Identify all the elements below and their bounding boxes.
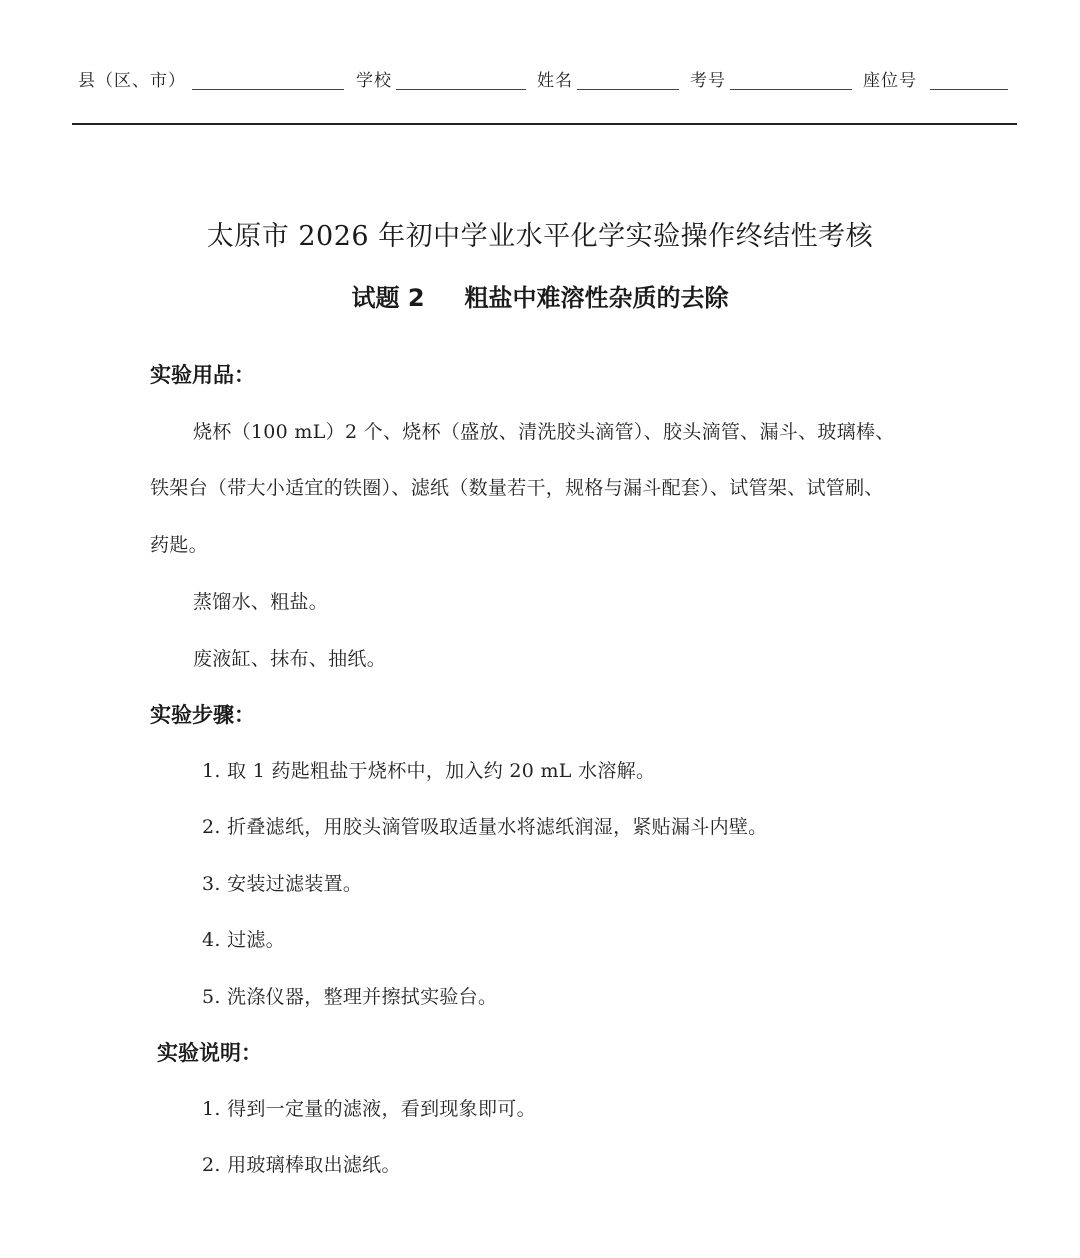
materials-line: 蒸馏水、粗盐。 bbox=[193, 591, 329, 613]
notes-heading: 实验说明： bbox=[157, 1041, 262, 1065]
step-item: 3. 安装过滤装置。 bbox=[202, 873, 363, 895]
note-item: 2. 用玻璃棒取出滤纸。 bbox=[202, 1154, 401, 1176]
seat-number-blank[interactable] bbox=[930, 89, 1008, 90]
school-blank[interactable] bbox=[396, 89, 526, 90]
materials-line: 烧杯（100 mL）2 个、烧杯（盛放、清洗胶头滴管）、胶头滴管、漏斗、玻璃棒、 bbox=[193, 421, 895, 443]
steps-heading: 实验步骤： bbox=[150, 703, 255, 727]
question-subtitle bbox=[0, 278, 1080, 313]
question-number: 试题 2 bbox=[351, 284, 425, 312]
seat-number-label: 座位号 bbox=[863, 71, 917, 91]
name-label: 姓名 bbox=[537, 71, 573, 91]
step-item: 4. 过滤。 bbox=[202, 929, 285, 951]
step-item: 1. 取 1 药匙粗盐于烧杯中，加入约 20 mL 水溶解。 bbox=[202, 760, 656, 782]
county-label: 县（区、市） bbox=[78, 71, 186, 91]
materials-heading: 实验用品： bbox=[150, 363, 255, 387]
step-item: 2. 折叠滤纸，用胶头滴管吸取适量水将滤纸润湿，紧贴漏斗内壁。 bbox=[202, 816, 768, 838]
question-topic: 粗盐中难溶性杂质的去除 bbox=[464, 284, 729, 312]
name-blank[interactable] bbox=[577, 89, 679, 90]
materials-line: 药匙。 bbox=[150, 534, 208, 556]
county-blank[interactable] bbox=[192, 89, 344, 90]
exam-number-blank[interactable] bbox=[730, 89, 852, 90]
exam-number-label: 考号 bbox=[690, 71, 726, 91]
candidate-info-fields bbox=[78, 66, 1008, 96]
step-item: 5. 洗涤仪器，整理并擦拭实验台。 bbox=[202, 986, 498, 1008]
school-label: 学校 bbox=[356, 71, 392, 91]
materials-line: 铁架台（带大小适宜的铁圈）、滤纸（数量若干，规格与漏斗配套）、试管架、试管刷、 bbox=[150, 477, 884, 499]
note-item: 1. 得到一定量的滤液，看到现象即可。 bbox=[202, 1098, 536, 1120]
materials-line: 废液缸、抹布、抽纸。 bbox=[193, 648, 387, 670]
header-divider bbox=[72, 123, 1017, 125]
page-title: 太原市 2026 年初中学业水平化学实验操作终结性考核 bbox=[206, 221, 874, 252]
